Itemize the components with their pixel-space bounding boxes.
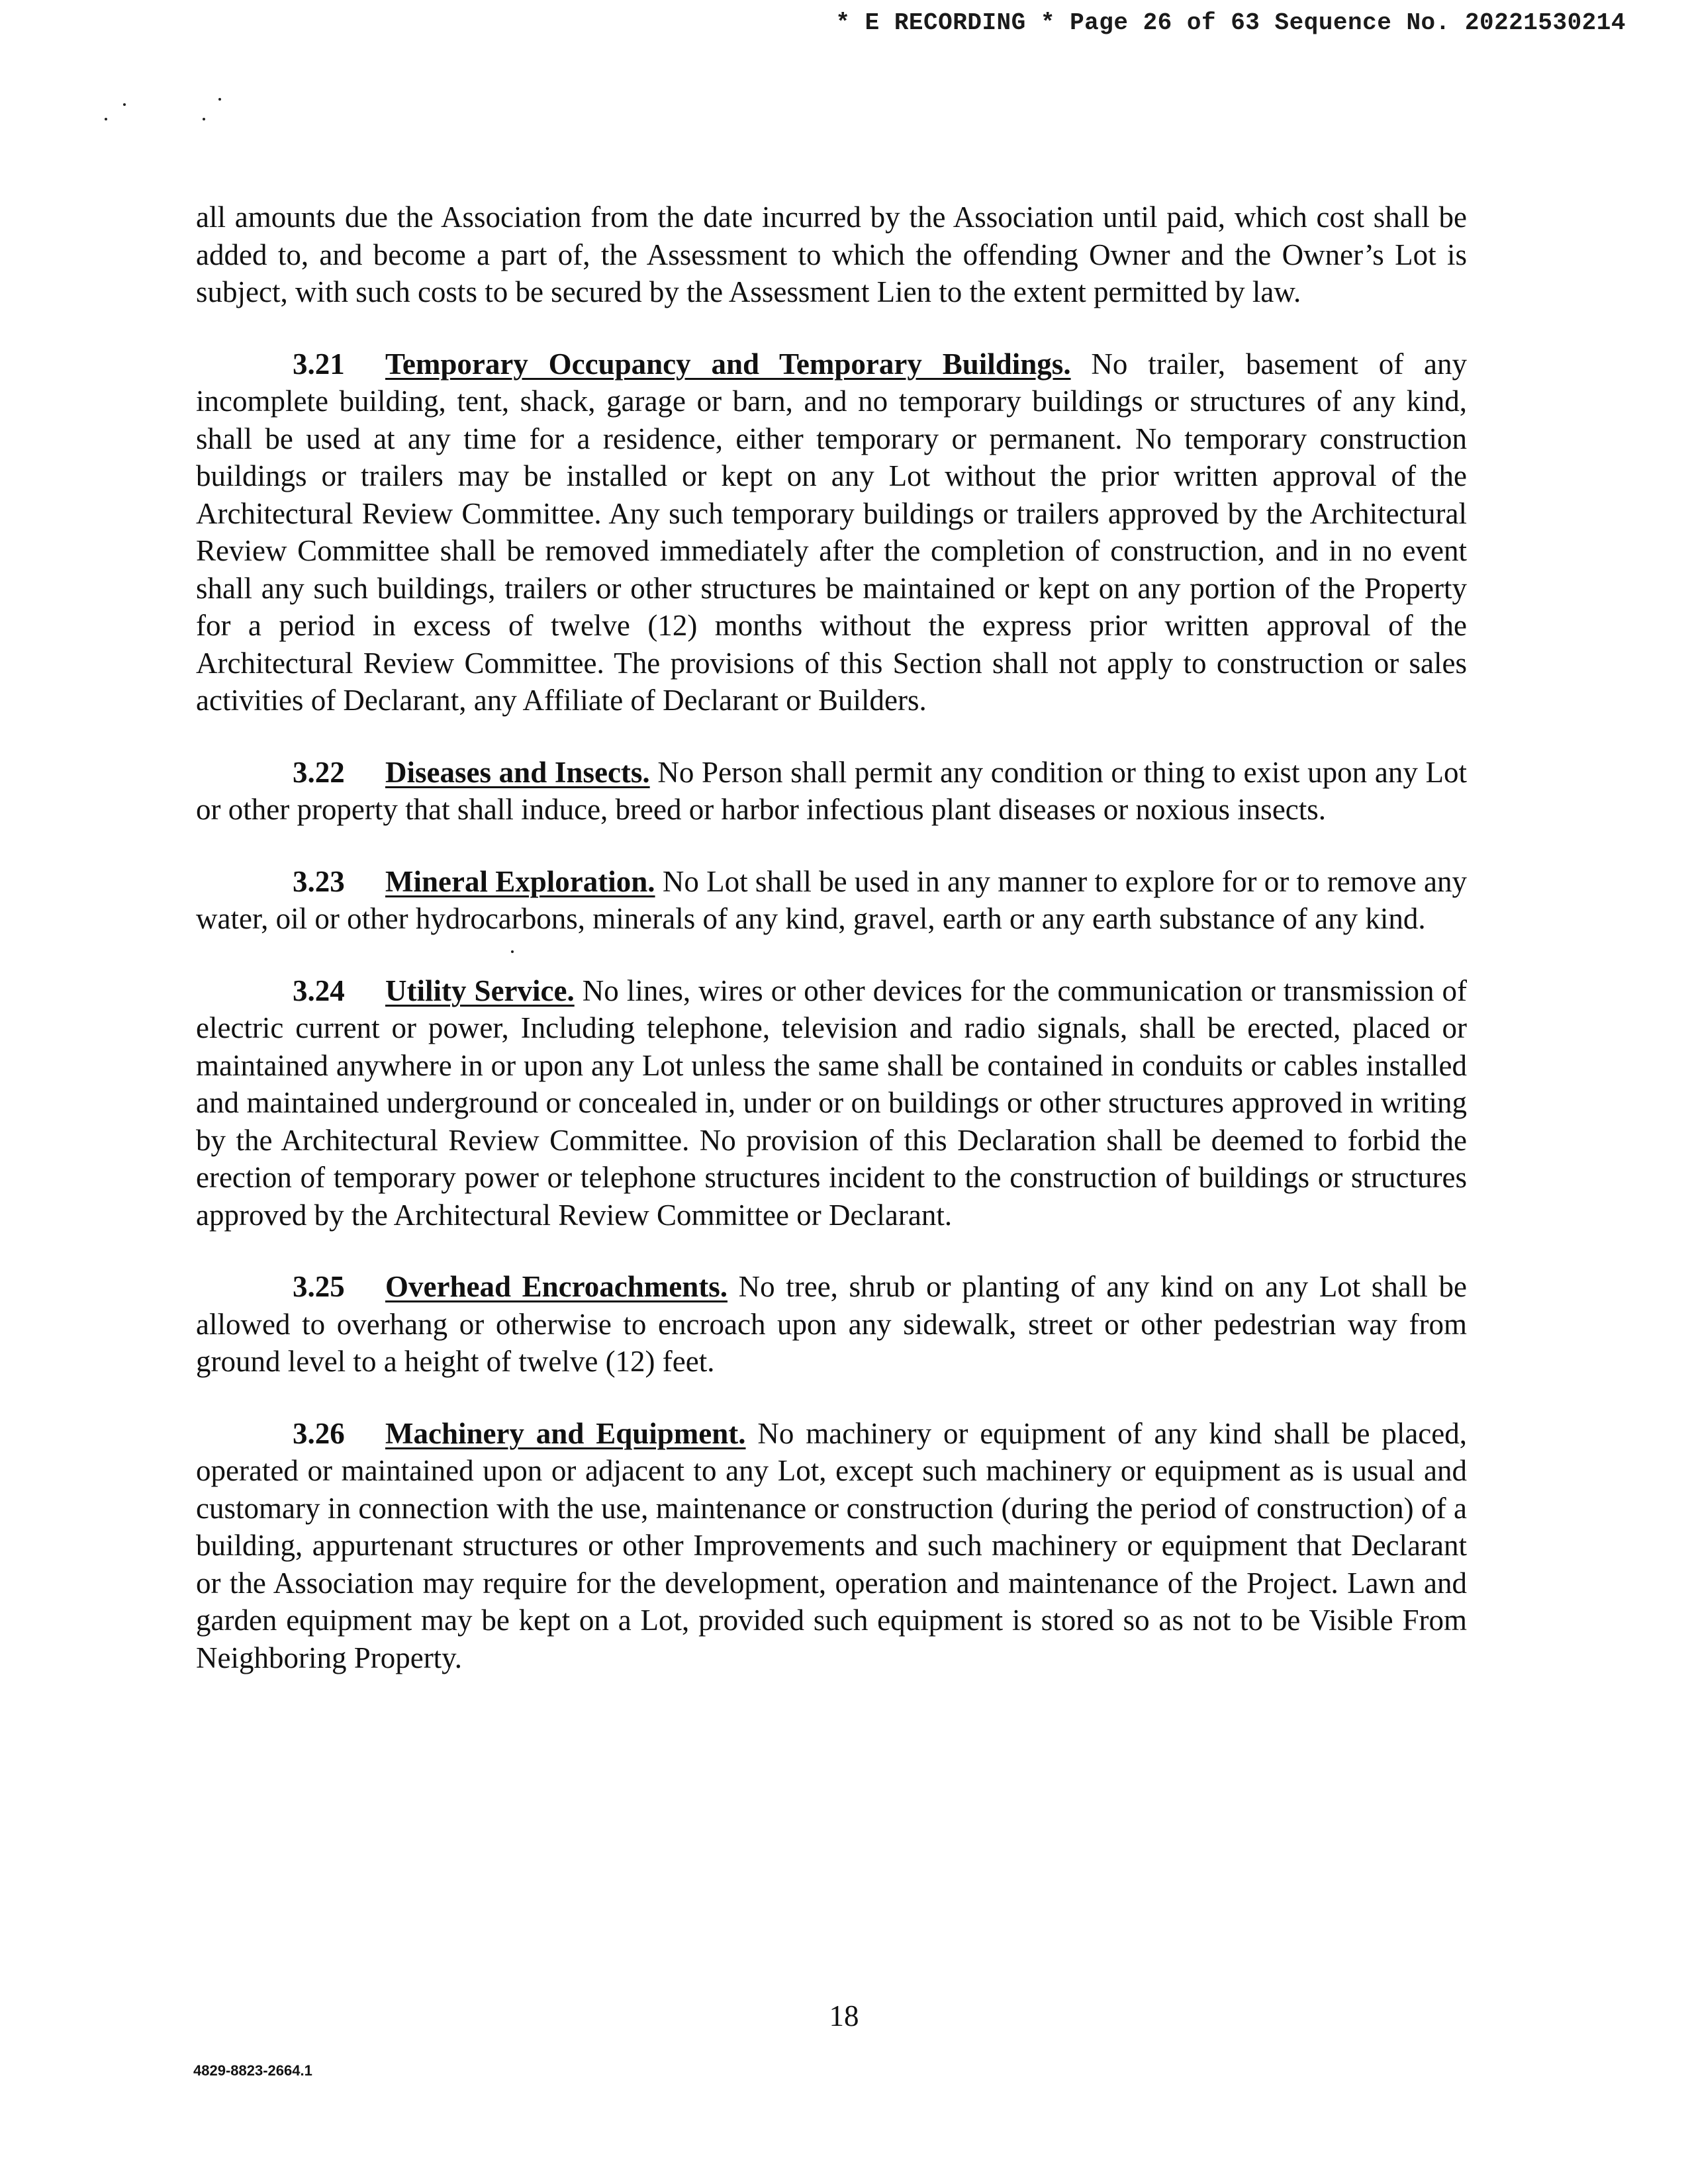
document-body [196, 199, 1467, 1711]
scan-speck [203, 118, 205, 120]
section-number: 3.24 [293, 974, 345, 1007]
section-text: No Lot shall be used in any manner to explore for or to remove any water, oil or other hydrocarbons, minerals of any kind, gravel, earth or any earth substance of any kind. [196, 864, 1468, 935]
section-3-25 [196, 1268, 1467, 1381]
section-number: 3.26 [293, 1416, 345, 1450]
section-number: 3.21 [293, 347, 345, 381]
section-text: No machinery or equipment of any kind shall be placed, operated or maintained upon or adjacent to any Lot, except such machinery or equipment as is usual and customary in connection with the use, maintenance or construction (during the period of construction) of a building, appurtenant structures or other Improvements and such machinery or equipment that Declarant or the Association may require for the development, operation and maintenance of the Project. Lawn and garden equipment may be kept on a Lot, provided such equipment is stored so as not to be Visible From Neighboring Property. [196, 1416, 1467, 1674]
section-title: Mineral Exploration. [385, 864, 655, 898]
page-number: 18 [829, 1999, 859, 2032]
section-text: No Person shall permit any condition or thing to exist upon any Lot or other property that shall induce, breed or harbor infectious plant diseases or noxious insects. [196, 755, 1468, 826]
scan-speck [105, 118, 107, 120]
section-number: 3.22 [293, 755, 345, 789]
section-3-23 [196, 863, 1467, 938]
section-title: Utility Service. [385, 974, 575, 1007]
scan-speck [123, 103, 126, 106]
section-3-21 [196, 345, 1467, 719]
section-title: Diseases and Insects. [385, 755, 650, 789]
section-text: No lines, wires or other devices for the communication or transmission of electric current or power, Including telephone, television and radio signals, shall be erected, placed or maintained anywhere in or upon any Lot unless the same shall be contained in conduits or cables installed and maintained underground or concealed in, under or on buildings or other structures approved in writing by the Architectural Review Committee. No provision of this Declaration shall be deemed to forbid the erection of temporary power or telephone structures incident to the construction of buildings or structures approved by the Architectural Review Committee or Declarant. [196, 974, 1467, 1232]
section-3-26 [196, 1415, 1467, 1677]
recording-stamp: * E RECORDING * Page 26 of 63 Sequence No. 20221530214 [835, 9, 1626, 36]
section-text: No trailer, basement of any incomplete building, tent, shack, garage or barn, and no temporary buildings or structures of any kind, shall be used at any time for a residence, either temporary or permanent. No temporary construction buildings or trailers may be installed or kept on any Lot without the prior written approval of the Architectural Review Committee. Any such temporary buildings or trailers approved by the Architectural Review Committee shall be removed immediately after the completion of construction, and in no event shall any such buildings, trailers or other structures be maintained or kept on any portion of the Property for a period in excess of twelve (12) months without the express prior written approval of the Architectural Review Committee. The provisions of this Section shall not apply to construction or sales activities of Declarant, any Affiliate of Declarant or Builders. [196, 347, 1468, 717]
document-id: 4829-8823-2664.1 [193, 2062, 312, 2079]
intro-paragraph: all amounts due the Association from the date incurred by the Association until paid, which cost shall be added to, and become a part of, the Assessment to which the offending Owner and the Owner’s Lot is subject, with such costs to be secured by the Assessment Lien to the extent permitted by law. [196, 201, 1467, 308]
section-number: 3.23 [293, 864, 345, 898]
section-3-24 [196, 972, 1467, 1234]
section-title: Machinery and Equipment. [385, 1416, 746, 1450]
section-title: Temporary Occupancy and Temporary Buildings. [385, 347, 1071, 381]
section-3-22 [196, 754, 1467, 829]
section-title: Overhead Encroachments. [385, 1270, 727, 1303]
section-text: No tree, shrub or planting of any kind on any Lot shall be allowed to overhang or otherwise to encroach upon any sidewalk, street or other pedestrian way from ground level to a height of twelve (12) feet. [196, 1270, 1467, 1378]
scan-speck [218, 98, 221, 101]
section-number: 3.25 [293, 1270, 345, 1303]
